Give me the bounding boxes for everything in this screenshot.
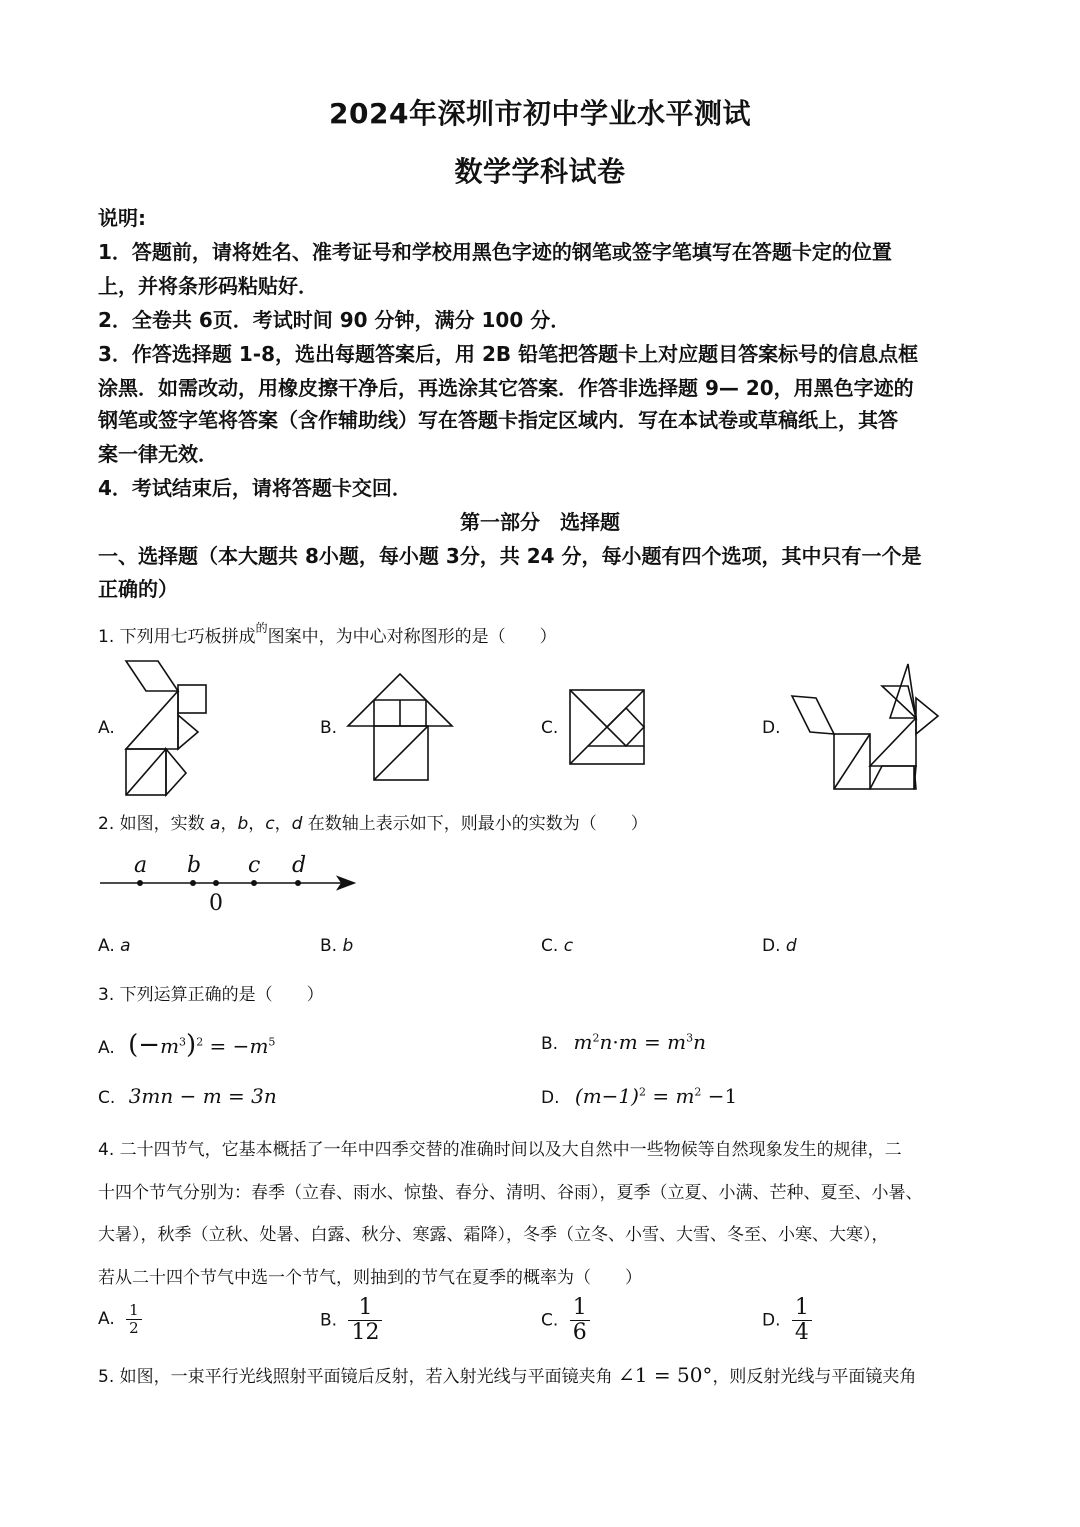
point-b <box>190 880 196 886</box>
point-zero <box>213 880 219 886</box>
label-zero: 0 <box>209 891 223 916</box>
q1-option-d-label: D. <box>762 718 781 738</box>
q2-option-b: B. b <box>320 936 354 956</box>
q3-stem: 3. 下列运算正确的是（ ） <box>98 985 324 1005</box>
label-a: a <box>134 853 148 878</box>
q4-stem-line: 若从二十四个节气中选一个节气，则抽到的节气在夏季的概率为（ ） <box>98 1268 642 1288</box>
q4-stem-line: 4. 二十四节气，它基本概括了一年中四季交替的准确时间以及大自然中一些物候等自然现象发生的规律，二 <box>98 1140 902 1160</box>
q4-option-c: C. $\frac{1}{6}$ <box>541 1296 590 1345</box>
label-b: b <box>187 853 202 878</box>
q4-option-b: B. $\frac{1}{12}$ <box>320 1296 382 1345</box>
q2-stem: 2. 如图，实数 a，b，c，d 在数轴上表示如下，则最小的实数为（ ） <box>98 814 648 834</box>
section-heading-cont: 正确的） <box>98 577 178 601</box>
q2-option-d: D. d <box>762 936 797 956</box>
q5-stem: 5. 如图，一束平行光线照射平面镜后反射，若入射光线与平面镜夹角 ∠1 = 50°，则反射光线与平面镜夹角 <box>98 1363 917 1387</box>
q1-option-b-label: B. <box>320 718 338 738</box>
section-heading: 一、选择题（本大题共 8小题，每小题 3分，共 24 分，每小题有四个选项，其中只有一个是 <box>98 544 922 568</box>
instruction-line: 涂黑．如需改动，用橡皮擦干净后，再选涂其它答案．作答非选择题 9— 20，用黑色字迹的 <box>98 376 914 400</box>
exam-subtitle: 数学学科试卷 <box>454 155 626 188</box>
q1-option-c-label: C. <box>541 718 559 738</box>
q4-stem-line: 大暑），秋季（立秋、处暑、白露、秋分、寒露、霜降），冬季（立冬、小雪、大雪、冬至、小寒、大寒）， <box>98 1225 889 1245</box>
instruction-line: 1．答题前，请将姓名、准考证号和学校用黑色字迹的钢笔或签字笔填写在答题卡定的位置 <box>98 240 892 264</box>
q1-figure-a <box>118 655 218 800</box>
instruction-line: 4．考试结束后，请将答题卡交回． <box>98 476 412 500</box>
instruction-line: 上，并将条形码粘贴好． <box>98 274 318 298</box>
point-c <box>251 880 257 886</box>
instruction-line: 案一律无效． <box>98 442 218 466</box>
q1-option-a-label: A. <box>98 718 115 738</box>
q1-figure-b <box>342 668 460 786</box>
label-d: d <box>292 853 307 878</box>
q3-option-b: B. $m^2n\cdot m = m^3n$ <box>541 1030 707 1054</box>
instruction-line: 2．全卷共 6页．考试时间 90 分钟，满分 100 分． <box>98 308 571 332</box>
q4-option-d: D. $\frac{1}{4}$ <box>762 1296 812 1345</box>
q3-option-a: A. $(-m^3)^2 = -m^5$ <box>98 1030 276 1060</box>
q3-option-c: C. 3mn − m = 3n <box>98 1084 277 1108</box>
q2-option-c: C. c <box>541 936 574 956</box>
q1-figure-d <box>786 658 958 794</box>
q2-number-line <box>96 848 362 916</box>
instructions-heading: 说明: <box>98 206 146 230</box>
q4-option-a: A. $\frac{1}{2}$ <box>98 1302 142 1336</box>
q4-stem-line: 十四个节气分别为：春季（立春、雨水、惊蛰、春分、清明、谷雨），夏季（立夏、小满、芒种、夏至、小暑、 <box>98 1183 923 1203</box>
part-title: 第一部分 选择题 <box>460 510 620 534</box>
point-a <box>137 880 143 886</box>
q1-figure-c <box>566 686 648 768</box>
label-c: c <box>248 853 261 878</box>
q1-stem: 1. 下列用七巧板拼成$^的$图案中，为中心对称图形的是（ ） <box>98 621 557 647</box>
exam-title: 2024年深圳市初中学业水平测试 <box>329 97 751 130</box>
instruction-line: 3．作答选择题 1-8，选出每题答案后，用 2B 铅笔把答题卡上对应题目答案标号的信息点框 <box>98 342 919 366</box>
point-d <box>295 880 301 886</box>
instruction-line: 钢笔或签字笔将答案（含作辅助线）写在答题卡指定区域内．写在本试卷或草稿纸上，其答 <box>98 408 898 432</box>
q2-option-a: A. a <box>98 936 131 956</box>
q3-option-d: D. $(m-1)^2 = m^2 -1$ <box>541 1084 738 1108</box>
